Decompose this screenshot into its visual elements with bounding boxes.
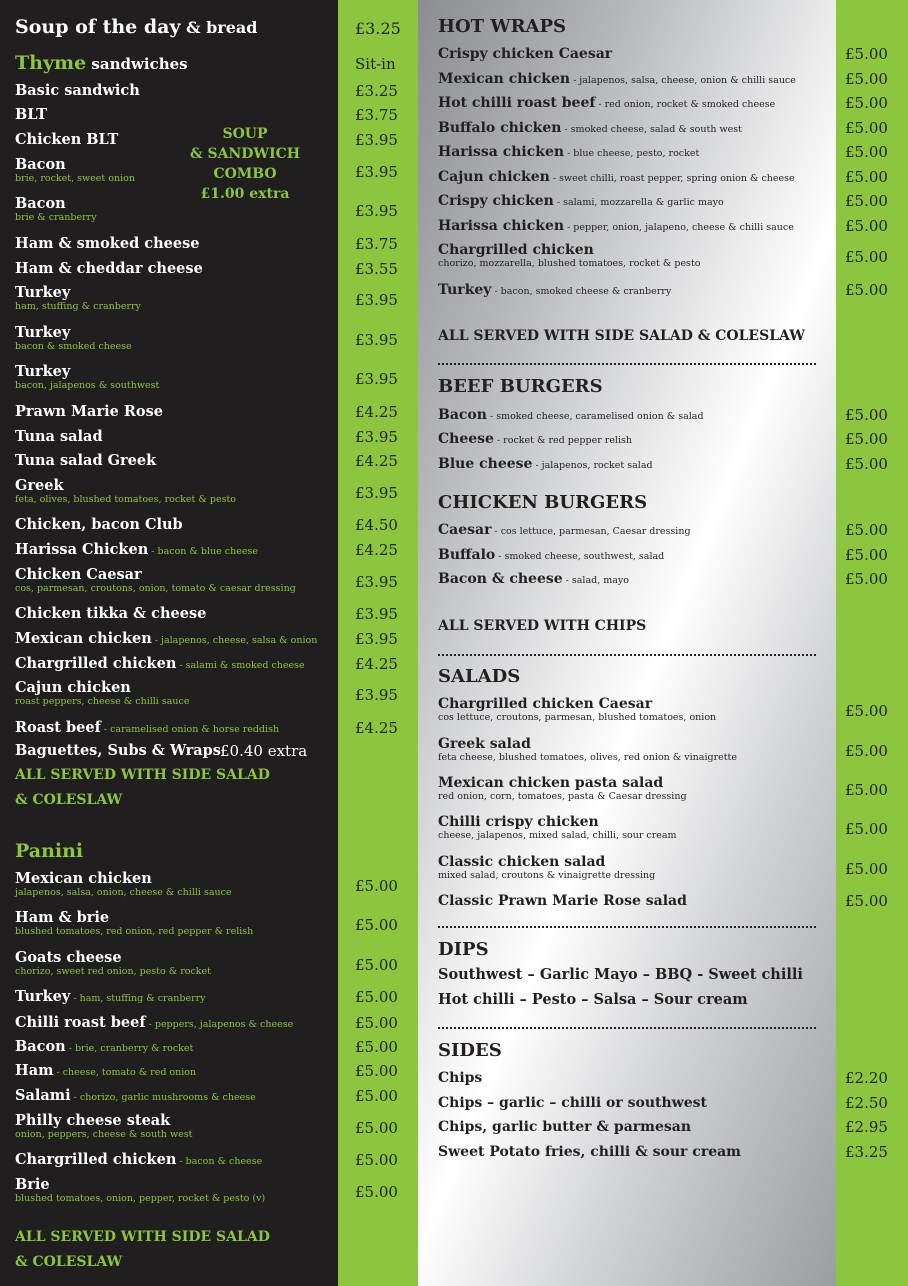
- sides-heading: SIDES: [438, 1040, 502, 1061]
- sandwich-item-price: £3.95: [355, 370, 398, 388]
- sandwich-item-price: £3.95: [355, 484, 398, 502]
- chicken-item-description: - smoked cheese, southwest, salad: [495, 551, 665, 562]
- wraps-item-name: Harissa chicken: [438, 218, 565, 234]
- sandwich-item-ingredients: bacon, jalapenos & southwest: [15, 380, 160, 391]
- wraps-item-description: - blue cheese, pesto, rocket: [564, 148, 700, 159]
- panini-item-ingredients: onion, peppers, cheese & south west: [15, 1129, 193, 1140]
- panini-item-price: £5.00: [355, 1038, 398, 1056]
- sandwich-item-price: £3.95: [355, 291, 398, 309]
- panini-item-ingredients: blushed tomatoes, onion, pepper, rocket & pesto (v): [15, 1193, 266, 1204]
- wraps-item: [438, 241, 594, 257]
- sandwich-item: [15, 284, 70, 301]
- chicken-burgers-heading: CHICKEN BURGERS: [438, 492, 648, 513]
- wraps-item-price: £5.00: [845, 143, 888, 161]
- wraps-item-description: - bacon, smoked cheese & cranberry: [491, 286, 672, 297]
- salads-item-name: Classic Prawn Marie Rose salad: [438, 893, 687, 909]
- panini-item-price: £5.00: [355, 956, 398, 974]
- beef-item-price: £5.00: [845, 406, 888, 424]
- chicken-item-name: Bacon & cheese: [438, 571, 563, 587]
- wraps-item-name: Crispy chicken: [438, 193, 554, 209]
- sandwich-item: [15, 363, 70, 380]
- wraps-item-name: Turkey: [438, 282, 492, 298]
- chicken-item-price: £5.00: [845, 546, 888, 564]
- sandwiches-heading-brand: Thyme: [15, 52, 87, 74]
- wraps-item-price: £5.00: [845, 217, 888, 235]
- sandwich-item: [15, 452, 156, 469]
- sandwich-item-name: Ham & smoked cheese: [15, 235, 200, 252]
- sandwich-served-line-2: & COLESLAW: [15, 792, 123, 808]
- burgers-served-note: ALL SERVED WITH CHIPS: [438, 618, 647, 634]
- panini-item-name: Turkey: [15, 988, 71, 1005]
- salads-item: [438, 853, 605, 869]
- sides-item: [438, 1118, 691, 1134]
- sandwich-item: [15, 679, 131, 696]
- chicken-item-name: Caesar: [438, 522, 492, 538]
- beef-item-price: £5.00: [845, 455, 888, 473]
- panini-item-price: £5.00: [355, 1014, 398, 1032]
- salads-item: [438, 892, 687, 908]
- beef-item-description: - rocket & red pepper relish: [493, 435, 633, 446]
- wraps-item-name: Crispy chicken Caesar: [438, 46, 613, 62]
- panini-item-ingredients: chorizo, sweet red onion, pesto & rocket: [15, 966, 211, 977]
- wraps-item-price: £5.00: [845, 45, 888, 63]
- sandwich-item-name: Harissa Chicken: [15, 541, 149, 558]
- combo-line-4: £1.00 extra: [200, 186, 290, 202]
- panini-item-name: Salami: [15, 1087, 71, 1104]
- divider-1: [438, 363, 816, 365]
- sandwich-item-description: - salami & smoked cheese: [176, 660, 305, 671]
- salads-item-name: Chilli crispy chicken: [438, 814, 599, 830]
- panini-item-name: Philly cheese steak: [15, 1112, 171, 1129]
- salads-item-ingredients: red onion, corn, tomatoes, pasta & Caesar dressing: [438, 791, 687, 802]
- wraps-item-description: - pepper, onion, jalapeno, cheese & chilli sauce: [564, 222, 794, 233]
- sandwich-item: [15, 428, 103, 445]
- panini-item-name: Ham & brie: [15, 909, 110, 926]
- wraps-item-description: - sweet chilli, roast pepper, spring onion & cheese: [549, 173, 795, 184]
- combo-line-1: SOUP: [222, 126, 268, 142]
- panini-item-description: - peppers, jalapenos & cheese: [145, 1019, 294, 1030]
- salads-item-price: £5.00: [845, 892, 888, 910]
- panini-item: [15, 1112, 170, 1129]
- beef-item: [438, 406, 704, 422]
- sandwich-item-price: £4.25: [355, 403, 398, 421]
- sandwich-item: [15, 260, 203, 277]
- wraps-served-note: ALL SERVED WITH SIDE SALAD & COLESLAW: [438, 328, 805, 344]
- panini-item-price: £5.00: [355, 1087, 398, 1105]
- panini-served-line-2: & COLESLAW: [15, 1254, 123, 1270]
- panini-item-name: Brie: [15, 1176, 50, 1193]
- beef-item-description: - jalapenos, rocket salad: [532, 460, 653, 471]
- sandwich-item-name: Turkey: [15, 284, 71, 301]
- sandwich-item-name: Chicken Caesar: [15, 566, 142, 583]
- panini-item-description: - ham, stuffing & cranberry: [70, 993, 206, 1004]
- sandwich-item-price: £3.95: [355, 686, 398, 704]
- sandwich-item-name: Prawn Marie Rose: [15, 403, 163, 420]
- sandwich-item: [15, 655, 305, 672]
- divider-3: [438, 926, 816, 928]
- salads-item-price: £5.00: [845, 820, 888, 838]
- sandwich-item-name: Turkey: [15, 363, 71, 380]
- sandwich-item-ingredients: ham, stuffing & cranberry: [15, 301, 141, 312]
- sandwich-item-price: £3.95: [355, 163, 398, 181]
- panini-item: [15, 870, 152, 887]
- sides-item: [438, 1069, 482, 1085]
- sandwich-item-ingredients: roast peppers, cheese & chilli sauce: [15, 696, 190, 707]
- sides-item-name: Sweet Potato fries, chilli & sour cream: [438, 1144, 741, 1160]
- sandwich-item-price: £4.25: [355, 541, 398, 559]
- panini-item-price: £5.00: [355, 916, 398, 934]
- panini-item-price: £5.00: [355, 1183, 398, 1201]
- sides-item-name: Chips – garlic – chilli or southwest: [438, 1095, 707, 1111]
- panini-item-price: £5.00: [355, 877, 398, 895]
- salads-item-price: £5.00: [845, 702, 888, 720]
- sandwich-item: [15, 324, 70, 341]
- panini-item-name: Mexican chicken: [15, 870, 152, 887]
- wraps-item-price: £5.00: [845, 192, 888, 210]
- wraps-item-name: Chargrilled chicken: [438, 242, 594, 258]
- divider-2: [438, 654, 816, 656]
- sandwich-item: [15, 605, 206, 622]
- wraps-item-ingredients: chorizo, mozzarella, blushed tomatoes, rocket & pesto: [438, 258, 701, 269]
- panini-served-line-1: ALL SERVED WITH SIDE SALAD: [15, 1229, 270, 1245]
- wraps-item-name: Hot chilli roast beef: [438, 95, 596, 111]
- panini-item-description: - bacon & cheese: [176, 1156, 263, 1167]
- sides-item-name: Chips, garlic butter & parmesan: [438, 1119, 691, 1135]
- salads-item-name: Classic chicken salad: [438, 854, 606, 870]
- combo-offer: [185, 124, 305, 204]
- panini-item-name: Chilli roast beef: [15, 1014, 146, 1031]
- wraps-item-name: Buffalo chicken: [438, 120, 562, 136]
- beef-item-description: - smoked cheese, caramelised onion & salad: [486, 411, 704, 422]
- sandwich-item-price: £4.50: [355, 516, 398, 534]
- chicken-item-description: - salad, mayo: [562, 575, 630, 586]
- sides-item-name: Chips: [438, 1070, 483, 1086]
- panini-item-description: - chorizo, garlic mushrooms & cheese: [70, 1092, 256, 1103]
- sandwich-item-price: £4.25: [355, 452, 398, 470]
- panini-item: [15, 1151, 262, 1168]
- panini-item-name: Goats cheese: [15, 949, 122, 966]
- salads-item: [438, 735, 531, 751]
- salads-heading: SALADS: [438, 666, 521, 687]
- wraps-item-price: £5.00: [845, 248, 888, 266]
- sides-item-price: £2.95: [845, 1118, 888, 1136]
- sandwich-item-price: £3.95: [355, 605, 398, 623]
- sandwich-item-price: £3.95: [355, 573, 398, 591]
- sandwich-item-price: £3.95: [355, 428, 398, 446]
- panini-heading: Panini: [15, 840, 84, 862]
- salads-item-name: Chargrilled chicken Caesar: [438, 696, 653, 712]
- salads-item-price: £5.00: [845, 742, 888, 760]
- wraps-item: [438, 168, 795, 184]
- salads-item-ingredients: cheese, jalapenos, mixed salad, chilli, sour cream: [438, 830, 677, 841]
- beef-item: [438, 430, 632, 446]
- wraps-item: [438, 281, 671, 297]
- wraps-item-description: - jalapenos, salsa, cheese, onion & chilli sauce: [570, 75, 796, 86]
- sandwich-item-price: £3.25: [355, 82, 398, 100]
- sandwich-item-price: £3.75: [355, 235, 398, 253]
- beef-item-name: Cheese: [438, 431, 494, 447]
- chicken-item-price: £5.00: [845, 521, 888, 539]
- salads-item: [438, 813, 599, 829]
- salads-item-price: £5.00: [845, 781, 888, 799]
- sandwich-item-name: Chicken tikka & cheese: [15, 605, 207, 622]
- sandwich-item-price: £4.25: [355, 719, 398, 737]
- sides-item: [438, 1094, 707, 1110]
- sandwich-item-ingredients: feta, olives, blushed tomatoes, rocket & pesto: [15, 494, 236, 505]
- sides-item: [438, 1143, 741, 1159]
- chicken-item-description: - cos lettuce, parmesan, Caesar dressing: [491, 526, 691, 537]
- sandwich-item-price: £3.95: [355, 131, 398, 149]
- sandwich-item: [15, 566, 142, 583]
- baguettes-note: Baguettes, Subs & Wraps: [15, 742, 221, 759]
- panini-item: [15, 988, 206, 1005]
- wraps-item: [438, 119, 742, 135]
- wraps-item-name: Harissa chicken: [438, 144, 565, 160]
- panini-item-description: - cheese, tomato & red onion: [53, 1067, 197, 1078]
- soup-name: Soup of the day: [15, 16, 181, 38]
- sandwich-item-price: £4.25: [355, 655, 398, 673]
- baguettes-extra: £0.40 extra: [220, 742, 308, 760]
- salads-item-name: Greek salad: [438, 736, 531, 752]
- sandwich-item: [15, 719, 279, 736]
- sides-item-price: £2.50: [845, 1094, 888, 1112]
- sides-item-price: £2.20: [845, 1069, 888, 1087]
- dips-heading: DIPS: [438, 939, 489, 960]
- sit-in-label: Sit-in: [355, 55, 396, 73]
- sandwich-item-name: Tuna salad Greek: [15, 452, 157, 469]
- sandwiches-heading: [15, 54, 188, 73]
- chicken-item-price: £5.00: [845, 570, 888, 588]
- dips-line-1: Southwest – Garlic Mayo – BBQ - Sweet chilli: [438, 966, 803, 983]
- salads-item-ingredients: mixed salad, croutons & vinaigrette dressing: [438, 870, 656, 881]
- dips-line-2: Hot chilli – Pesto – Salsa – Sour cream: [438, 991, 748, 1008]
- wraps-item-price: £5.00: [845, 94, 888, 112]
- beef-item-name: Bacon: [438, 407, 487, 423]
- sandwich-item-name: Mexican chicken: [15, 630, 152, 647]
- sandwich-item: [15, 541, 258, 558]
- beef-burgers-heading: BEEF BURGERS: [438, 376, 603, 397]
- sandwich-item-name: Roast beef: [15, 719, 101, 736]
- panini-item: [15, 1038, 193, 1055]
- sandwich-item-name: Basic sandwich: [15, 82, 140, 99]
- wraps-item: [438, 217, 794, 233]
- wraps-item-price: £5.00: [845, 281, 888, 299]
- sandwich-item-name: Greek: [15, 477, 64, 494]
- sandwich-item-description: - jalapenos, cheese, salsa & onion: [151, 635, 318, 646]
- panini-item: [15, 909, 109, 926]
- sandwich-item-name: Bacon: [15, 156, 66, 173]
- sandwich-item-name: Tuna salad: [15, 428, 103, 445]
- panini-item: [15, 949, 122, 966]
- sandwich-item-name: Chicken BLT: [15, 131, 119, 148]
- panini-item-price: £5.00: [355, 1151, 398, 1169]
- sandwich-item: [15, 235, 199, 252]
- beef-item: [438, 455, 653, 471]
- wraps-item: [438, 94, 775, 110]
- combo-line-2: & SANDWICH: [189, 146, 301, 162]
- salads-item-price: £5.00: [845, 860, 888, 878]
- panini-item-ingredients: blushed tomatoes, red onion, red pepper & relish: [15, 926, 254, 937]
- panini-item-price: £5.00: [355, 1119, 398, 1137]
- divider-4: [438, 1027, 816, 1029]
- soup-suffix: & bread: [180, 18, 258, 37]
- sandwich-item: [15, 516, 183, 533]
- chicken-item: [438, 521, 691, 537]
- wraps-item: [438, 45, 612, 61]
- panini-item-name: Ham: [15, 1062, 54, 1079]
- panini-item-ingredients: jalapenos, salsa, onion, cheese & chilli sauce: [15, 887, 232, 898]
- salads-item-ingredients: cos lettuce, croutons, parmesan, blushed tomatoes, onion: [438, 712, 717, 723]
- sandwich-item: [15, 156, 66, 173]
- panini-item-name: Bacon: [15, 1038, 66, 1055]
- panini-item-price: £5.00: [355, 988, 398, 1006]
- panini-item: [15, 1014, 293, 1031]
- sandwich-item-name: Chicken, bacon Club: [15, 516, 183, 533]
- wraps-item-price: £5.00: [845, 119, 888, 137]
- panini-item-name: Chargrilled chicken: [15, 1151, 177, 1168]
- wraps-item-description: - smoked cheese, salad & south west: [561, 124, 742, 135]
- sides-item-price: £3.25: [845, 1143, 888, 1161]
- salads-item-name: Mexican chicken pasta salad: [438, 775, 664, 791]
- beef-item-name: Blue cheese: [438, 456, 533, 472]
- soup-price: £3.25: [355, 19, 401, 38]
- sandwich-item: [15, 106, 47, 123]
- wraps-item-price: £5.00: [845, 70, 888, 88]
- sandwich-item-description: - caramelised onion & horse reddish: [100, 724, 280, 735]
- wraps-item-name: Mexican chicken: [438, 71, 571, 87]
- panini-item: [15, 1062, 196, 1079]
- panini-item: [15, 1176, 50, 1193]
- sandwich-item-name: BLT: [15, 106, 48, 123]
- sandwich-item-description: - bacon & blue cheese: [148, 546, 258, 557]
- sandwich-item: [15, 477, 64, 494]
- sandwich-item: [15, 82, 140, 99]
- wraps-item-description: - salami, mozzarella & garlic mayo: [553, 197, 724, 208]
- sandwich-item: [15, 403, 163, 420]
- sandwich-item-ingredients: brie, rocket, sweet onion: [15, 173, 135, 184]
- beef-item-price: £5.00: [845, 430, 888, 448]
- sandwich-item-name: Chargrilled chicken: [15, 655, 177, 672]
- sandwich-served-line-1: ALL SERVED WITH SIDE SALAD: [15, 767, 270, 783]
- wraps-item: [438, 192, 724, 208]
- wraps-item-price: £5.00: [845, 168, 888, 186]
- sandwich-item-ingredients: brie & cranberry: [15, 212, 97, 223]
- sandwich-item: [15, 630, 317, 647]
- salads-item-ingredients: feta cheese, blushed tomatoes, olives, red onion & vinaigrette: [438, 752, 737, 763]
- sandwiches-heading-text: sandwiches: [86, 55, 188, 73]
- wraps-item: [438, 70, 796, 86]
- wraps-item: [438, 143, 699, 159]
- sandwich-item-price: £3.95: [355, 630, 398, 648]
- sandwich-item: [15, 131, 118, 148]
- panini-item-description: - brie, cranberry & rocket: [65, 1043, 194, 1054]
- soup-line: [15, 18, 257, 37]
- chicken-item: [438, 546, 664, 562]
- sandwich-item-name: Ham & cheddar cheese: [15, 260, 203, 277]
- chicken-item-name: Buffalo: [438, 547, 496, 563]
- sandwich-item-name: Turkey: [15, 324, 71, 341]
- salads-item: [438, 774, 663, 790]
- salads-item: [438, 695, 652, 711]
- panini-item: [15, 1087, 256, 1104]
- sandwich-item-price: £3.95: [355, 331, 398, 349]
- sandwich-item-price: £3.95: [355, 202, 398, 220]
- combo-line-3: COMBO: [213, 166, 277, 182]
- wraps-item-description: - red onion, rocket & smoked cheese: [595, 99, 776, 110]
- sandwich-item-price: £3.55: [355, 260, 398, 278]
- wraps-item-name: Cajun chicken: [438, 169, 550, 185]
- sandwich-item-name: Cajun chicken: [15, 679, 131, 696]
- sandwich-item-ingredients: cos, parmesan, croutons, onion, tomato & caesar dressing: [15, 583, 296, 594]
- sandwich-item-price: £3.75: [355, 106, 398, 124]
- sandwich-item: [15, 195, 66, 212]
- hot-wraps-heading: HOT WRAPS: [438, 16, 567, 37]
- panini-item-price: £5.00: [355, 1062, 398, 1080]
- chicken-item: [438, 570, 629, 586]
- sandwich-item-ingredients: bacon & smoked cheese: [15, 341, 132, 352]
- sandwich-item-name: Bacon: [15, 195, 66, 212]
